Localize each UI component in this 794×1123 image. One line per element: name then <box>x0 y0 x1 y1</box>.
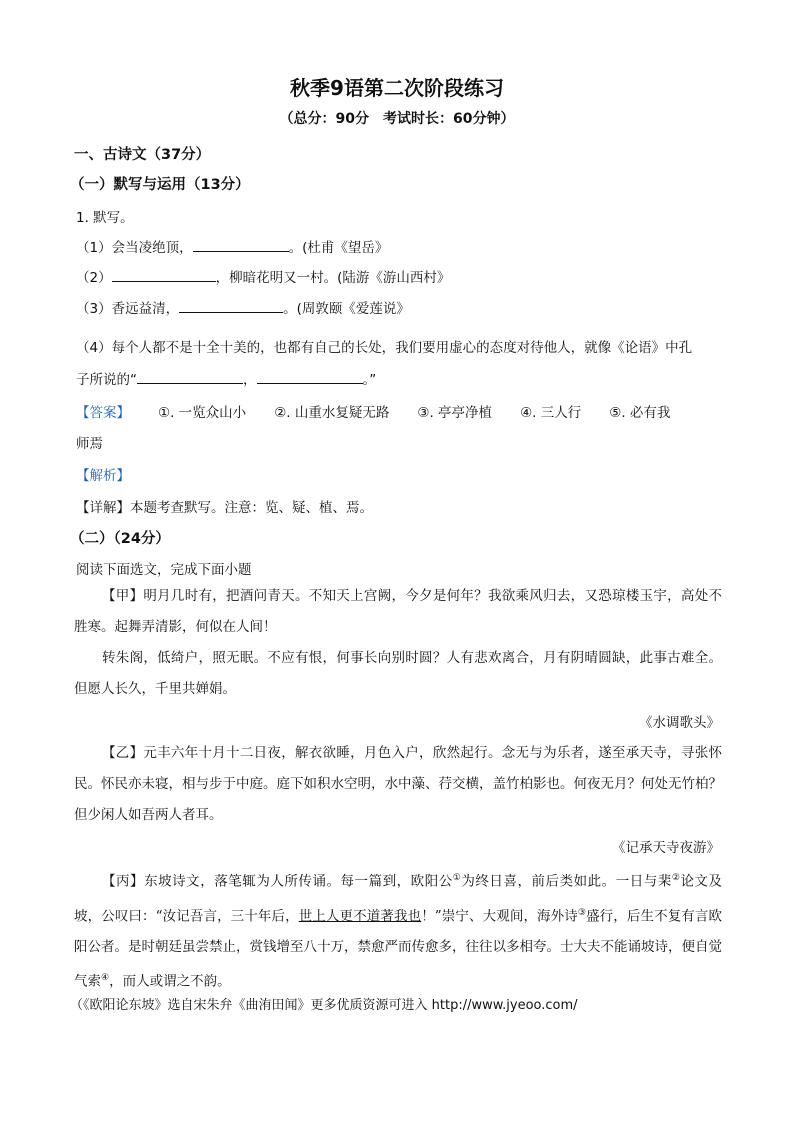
answer-blank[interactable] <box>112 267 216 282</box>
question-1-3: （3）香远益清， 。(周敦颐《爱莲说》 <box>76 297 410 317</box>
answer-1: ①. 一览众山小 <box>158 405 247 421</box>
passage-jia-paragraph-1: 【甲】明月几时有，把酒问青天。不知天上宫阙，今夕是何年？我欲乘风归去，又恐琼楼玉宇，高处不胜寒。起舞弄清影，何似在人间！ <box>74 588 722 635</box>
reading-instruction: 阅读下面选文，完成下面小题 <box>76 562 252 578</box>
analysis-tag: 【解析】 <box>76 468 130 484</box>
footnote-marker: ② <box>671 873 681 883</box>
passage-bing-source: （《欧阳论东坡》选自宋朱弁《曲洧田闻》更多优质资源可进入 http://www.jyeoo.com/ <box>70 998 578 1013</box>
answer-blank[interactable] <box>193 237 289 252</box>
footnote-marker: ① <box>452 873 462 883</box>
part-heading-reading: （二）（24分） <box>70 531 170 547</box>
underlined-sentence: 世上人更不道著我也 <box>298 908 422 924</box>
passage-bing: 【丙】东坡诗文，落笔辄为人所传诵。每一篇到，欧阳公①为终日喜，前后类如此。一日与棐②论文及坡，公叹曰：“汝记吾言，三十年后，世上人更不道著我也！”崇宁、大观间，海外诗③盛行，后生不复有言欧阳公者。是时朝廷虽尝禁止，赏钱增至八十万，禁愈严而传愈多，往往以多相夸。士大夫不能诵坡诗，便自觉气索④，而人或谓之不韵。 <box>74 873 723 990</box>
question-1-2: （2） ，柳暗花明又一村。(陆游《游山西村》 <box>76 266 450 286</box>
detail-explanation: 【详解】本题考查默写。注意：览、疑、植、焉。 <box>76 500 373 516</box>
answer-tag: 【答案】 <box>76 405 130 421</box>
footnote-marker: ③ <box>577 907 587 918</box>
section-heading-classical: 一、古诗文（37分） <box>74 147 211 163</box>
question-1-4-line1: （4）每个人都不是十全十美的，也都有自己的长处，我们要用虚心的态度对待他人，就像《论语》中孔 <box>76 340 693 356</box>
footnote-marker: ④ <box>101 973 110 983</box>
answer-line <box>76 401 670 421</box>
answer-blank[interactable] <box>137 369 243 384</box>
passage-yi: 【乙】元丰六年十月十二日夜，解衣欲睡，月色入户，欣然起行。念无与为乐者，遂至承天寺，寻张怀民。怀民亦未寝，相与步于中庭。庭下如积水空明，水中藻、荇交横，盖竹柏影也。何夜无月？何处无竹柏？但少闲人如吾两人者耳。 <box>74 745 722 823</box>
passage-yi-source: 《记承天寺夜游》 <box>612 840 720 856</box>
answer-4: ④. 三人行 <box>520 405 582 421</box>
answer-continuation: 师焉 <box>76 436 103 452</box>
page-title: 秋季9语第二次阶段练习 <box>290 76 504 100</box>
answer-5: ⑤. 必有我 <box>609 405 671 421</box>
passage-jia-paragraph-2: 转朱阁，低绮户，照无眠。不应有恨，何事长向别时圆？人有悲欢离合，月有阴晴圆缺，此事古难全。但愿人长久，千里共婵娟。 <box>74 650 722 697</box>
page-subtitle: （总分：90分 考试时长：60分钟） <box>279 111 515 127</box>
answer-blank[interactable] <box>179 298 283 313</box>
question-1-4-line2: 子所说的“ ， 。” <box>76 368 376 388</box>
passage-jia-source: 《水调歌头》 <box>639 715 720 731</box>
answer-2: ②. 山重水复疑无路 <box>274 405 390 421</box>
answer-blank[interactable] <box>257 369 363 384</box>
part-heading-dictation: （一）默写与运用（13分） <box>70 177 250 193</box>
answer-3: ③. 亭亭净植 <box>417 405 493 421</box>
question-1-label: 1. 默写。 <box>76 210 134 226</box>
question-1-1: （1）会当凌绝顶， 。(杜甫《望岳》 <box>76 236 388 256</box>
